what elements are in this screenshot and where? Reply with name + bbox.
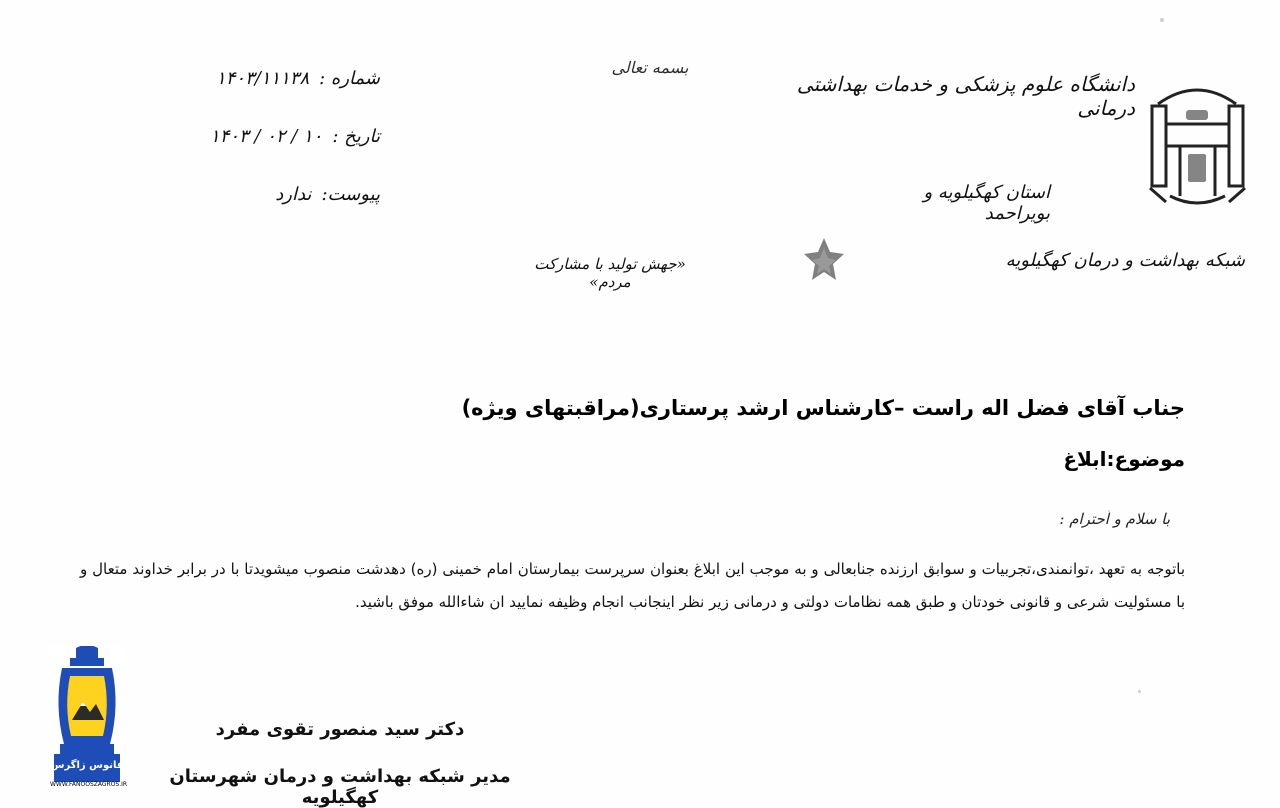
- bismillah-line: بسمه تعالی: [611, 58, 689, 77]
- scan-speck: [1108, 510, 1110, 512]
- signatory-name: دکتر سید منصور تقوی مفرد: [215, 719, 465, 740]
- number-value: ۱۴۰۳/۱۱۱۳۸: [216, 68, 310, 89]
- signatory-title: مدیر شبکه بهداشت و درمان شهرستان کهگیلویه: [169, 766, 511, 808]
- scan-speck: [1160, 18, 1164, 22]
- scan-speck: [1138, 690, 1141, 693]
- meta-attachment-row: [120, 186, 380, 214]
- watermark-name: فانوس زاگرس: [50, 760, 124, 771]
- watermark-url: WWW.FANOOSZAGROS.IR: [50, 781, 128, 788]
- greeting-line: با سلام و احترام :: [1059, 510, 1170, 528]
- letter-body: باتوجه به تعهد ،توانمندی،تجربیات و سوابق ارزنده جنابعالی و به موجب این ابلاغ بعنوان سرپرست بیمارستان امام خمینی (ره) دهدشت منصوب میشویدتا با در برابر خداوند متعال و با مسئولیت شرعی و قانونی خودتان و طبق همه نظامات دولتی و درمانی زیر نظر اینجانب انجام وظیفه نمایید ان شاءالله موفق باشید.: [80, 560, 1185, 611]
- attachment-value: ندارد: [275, 184, 312, 205]
- date-label: تاریخ :: [332, 126, 380, 147]
- network-heading: شبکه بهداشت و درمان کهگیلویه: [1005, 250, 1245, 271]
- recipient-line: جناب آقای فضل اله راست –کارشناس ارشد پرستاری(مراقبتهای ویژه): [461, 396, 1185, 420]
- province-heading: استان کهگیلویه و بویراحمد: [923, 182, 1050, 224]
- subject-line: موضوع:ابلاغ: [1063, 447, 1185, 471]
- number-label: شماره :: [319, 68, 380, 89]
- university-heading: دانشگاه علوم پزشکی و خدمات بهداشتی درمانی: [796, 72, 1135, 120]
- attachment-label: پیوست:: [321, 184, 380, 205]
- ministry-emblem-logo: [1140, 84, 1255, 216]
- meta-date-row: [120, 128, 380, 156]
- date-value: ۱۴۰۳ / ۰۲ / ۱۰: [210, 126, 323, 147]
- slogan-line: «جهش تولید با مشارکت مردم»: [534, 255, 686, 291]
- star-emblem-icon: [800, 236, 848, 284]
- meta-number-row: [120, 70, 380, 98]
